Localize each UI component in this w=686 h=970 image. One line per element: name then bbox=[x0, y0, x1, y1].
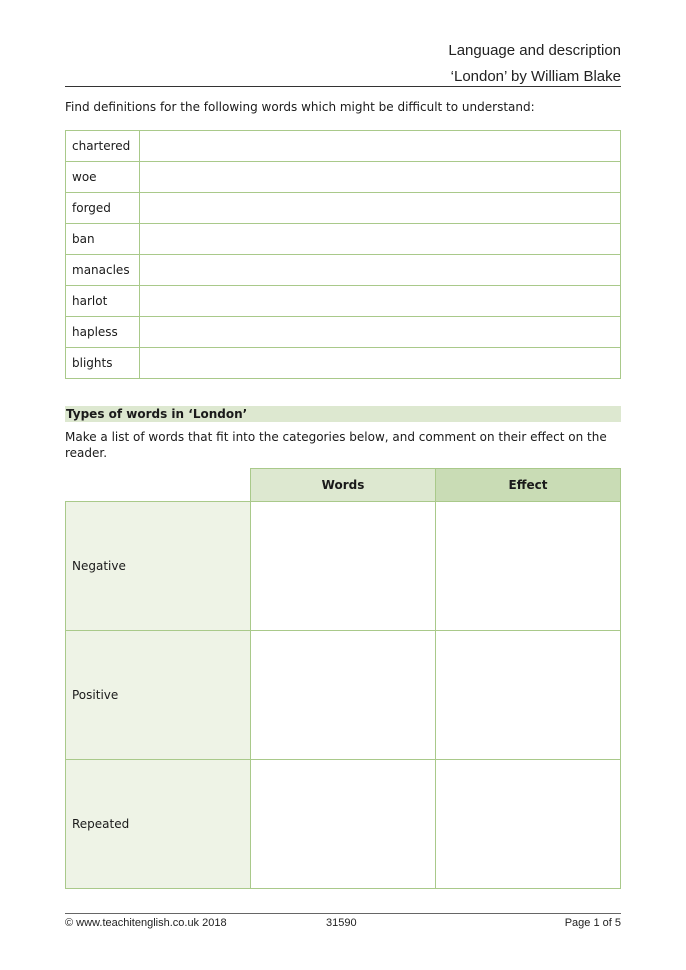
words-field[interactable] bbox=[251, 631, 436, 760]
corner-cell bbox=[66, 469, 251, 502]
vocab-row bbox=[66, 317, 621, 348]
words-field[interactable] bbox=[251, 760, 436, 889]
vocab-word: woe bbox=[66, 162, 140, 193]
vocab-word: ban bbox=[66, 224, 140, 255]
words-field[interactable] bbox=[251, 502, 436, 631]
vocab-row bbox=[66, 286, 621, 317]
footer-page-number: Page 1 of 5 bbox=[564, 917, 621, 929]
footer-resource-code: 31590 bbox=[326, 917, 357, 929]
vocab-word: blights bbox=[66, 348, 140, 379]
definition-field[interactable] bbox=[140, 224, 621, 255]
column-header-words: Words bbox=[251, 469, 436, 502]
definitions-instruction: Find definitions for the following words which might be difficult to understand: bbox=[65, 100, 535, 114]
document-header bbox=[0, 40, 621, 88]
category-row bbox=[66, 502, 621, 631]
vocab-row bbox=[66, 193, 621, 224]
vocab-row bbox=[66, 255, 621, 286]
definition-field[interactable] bbox=[140, 348, 621, 379]
footer-copyright: © www.teachitenglish.co.uk 2018 bbox=[65, 917, 227, 929]
types-instruction: Make a list of words that fit into the categories below, and comment on their effect on the reader. bbox=[65, 430, 607, 460]
category-label: Positive bbox=[66, 631, 251, 760]
category-label: Repeated bbox=[66, 760, 251, 889]
definition-field[interactable] bbox=[140, 255, 621, 286]
effect-field[interactable] bbox=[436, 760, 621, 889]
effect-field[interactable] bbox=[436, 502, 621, 631]
definition-field[interactable] bbox=[140, 286, 621, 317]
definition-field[interactable] bbox=[140, 193, 621, 224]
vocab-row bbox=[66, 224, 621, 255]
types-header-row bbox=[66, 469, 621, 502]
category-label: Negative bbox=[66, 502, 251, 631]
document-subtitle: ‘London’ by William Blake bbox=[450, 68, 621, 85]
column-header-effect: Effect bbox=[436, 469, 621, 502]
vocabulary-table bbox=[65, 130, 621, 379]
category-row bbox=[66, 760, 621, 889]
vocab-word: hapless bbox=[66, 317, 140, 348]
document-title: Language and description bbox=[448, 42, 621, 59]
vocab-word: forged bbox=[66, 193, 140, 224]
category-row bbox=[66, 631, 621, 760]
header-divider bbox=[65, 86, 621, 87]
vocab-word: chartered bbox=[66, 131, 140, 162]
vocab-row bbox=[66, 131, 621, 162]
page-footer bbox=[65, 917, 621, 931]
word-types-table bbox=[65, 468, 621, 889]
vocab-row bbox=[66, 348, 621, 379]
definition-field[interactable] bbox=[140, 131, 621, 162]
definition-field[interactable] bbox=[140, 317, 621, 348]
vocab-row bbox=[66, 162, 621, 193]
definition-field[interactable] bbox=[140, 162, 621, 193]
effect-field[interactable] bbox=[436, 631, 621, 760]
vocab-word: harlot bbox=[66, 286, 140, 317]
types-section-heading: Types of words in ‘London’ bbox=[65, 406, 621, 422]
vocab-word: manacles bbox=[66, 255, 140, 286]
footer-divider bbox=[65, 913, 621, 914]
